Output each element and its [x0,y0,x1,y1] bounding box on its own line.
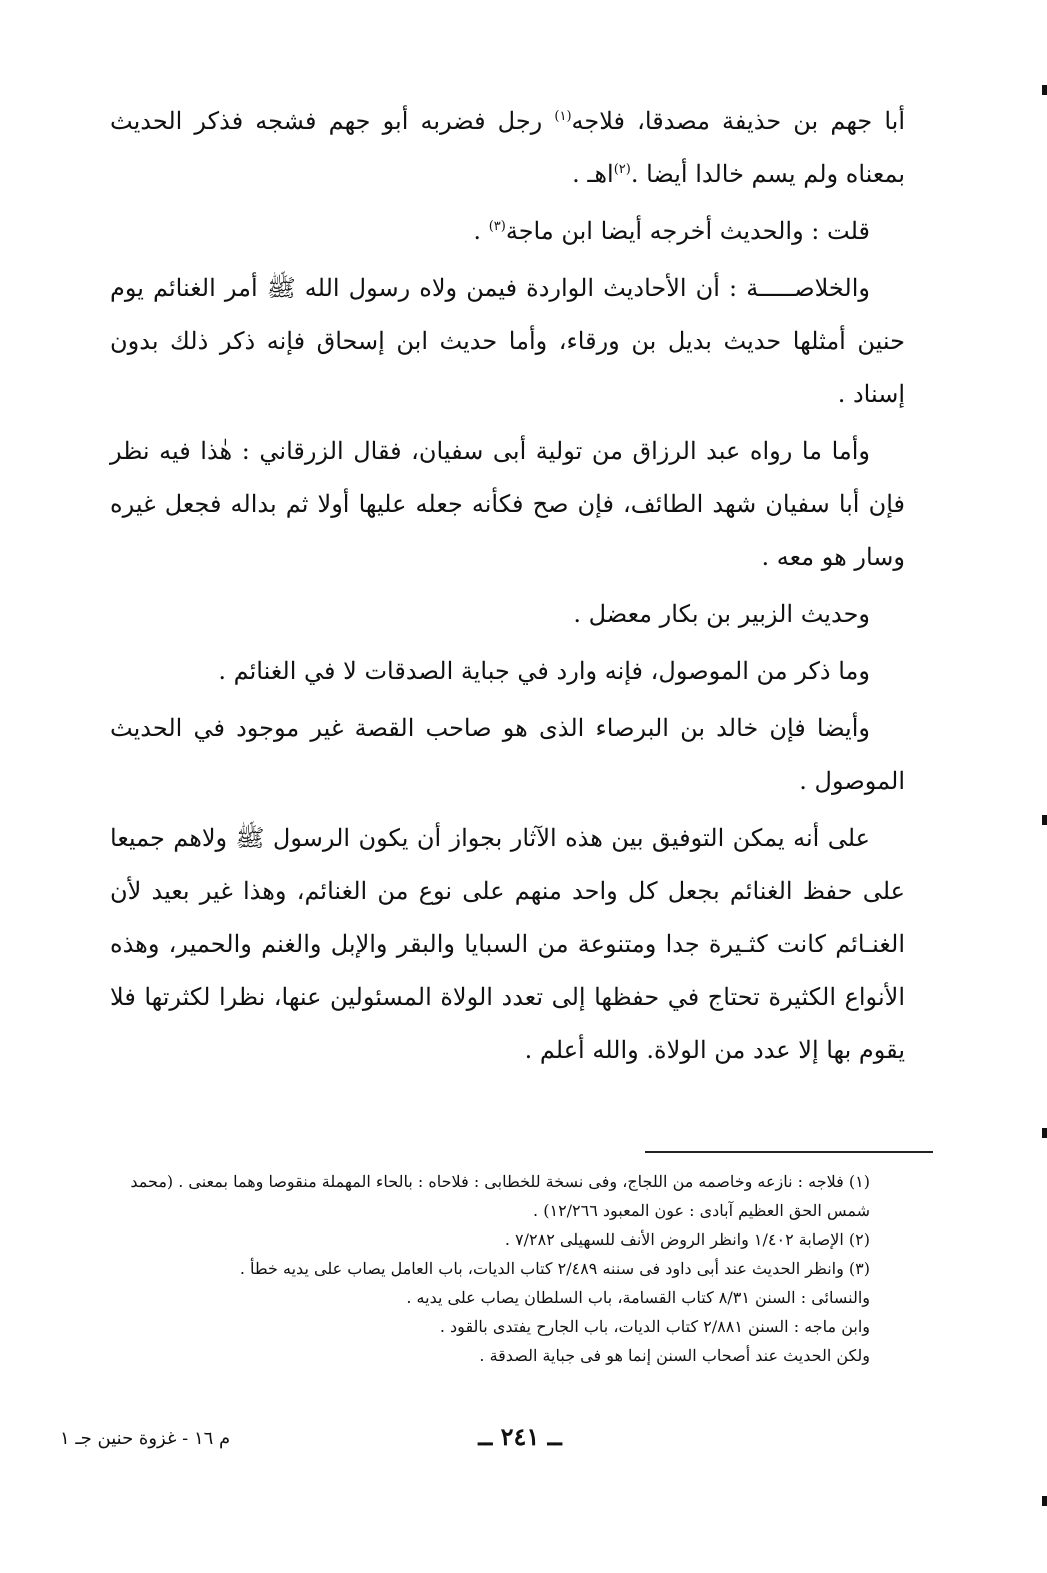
paragraph: وأما ما رواه عبد الرزاق من تولية أبى سفيان، فقال الزرقاني : هٰذا فيه نظر فإن أبا سفيان شهد الطائف، فإن صح فكأنه جعله عليها أولا ثم بداله فجعل غيره وسار هو معه . [110,437,905,571]
signature-mark: م ١٦ - غزوة حنين جـ ١ [60,1428,231,1449]
footnote: (٣) وانظر الحديث عند أبى داود فى سننه ٢/٤٨٩ كتاب الديات، باب العامل يصاب على يديه خطأ . [239,1259,870,1278]
scan-edge-mark [1042,1496,1047,1506]
footnote-separator [645,1151,933,1153]
footnote: (١) فلاجه : نازعه وخاصمه من اللجاج، وفى نسخة للخطابى : فلاحاه : بالحاء المهملة منقوصا وهما بمعنى . (محمد شمس الحق العظيم آبادى : عون المعبود ١٢/٢٦٦) . [130,1172,870,1220]
footnotes [110,1167,870,1370]
paragraph: على أنه يمكن التوفيق بين هذه الآثار بجواز أن يكون الرسول ﷺ ولاهم جميعا على حفظ الغنائم بجعل كل واحد منهم على نوع من الغنائم، وهذا غير بعيد لأن الغنـائم كانت كثـيرة جدا ومتنوعة من السبايا والبقر والإبل والغنم والحمير، وهذه الأنواع الكثيرة تحتاج في حفظها إلى تعدد الولاة المسئولين عنها، نظرا لكثرتها فلا يقوم بها إلا عدد من الولاة. والله أعلم . [110,824,905,1064]
footnote-ref[interactable]: (٢) [613,162,631,177]
footnote: والنسائى : السنن ٨/٣١ كتاب القسامة، باب السلطان يصاب على يديه . [406,1288,870,1307]
scan-edge-mark [1042,1128,1047,1138]
paragraph: قلت : والحديث أخرجه أيضا ابن ماجة$^{(٣)}$ . [473,217,870,245]
scan-edge-mark [1042,85,1047,95]
footnote-ref[interactable]: (٣) [488,219,506,234]
scan-edge-mark [1042,815,1047,825]
footnote: وابن ماجه : السنن ٢/٨٨١ كتاب الديات، باب الجارح يفتدى بالقود . [439,1317,870,1336]
paragraph: وحديث الزبير بن بكار معضل . [573,600,870,628]
paragraph: والخلاصـــــة : أن الأحاديث الواردة فيمن ولاه رسول الله ﷺ أمر الغنائم يوم حنين أمثلها حديث بديل بن ورقاء، وأما حديث ابن إسحاق فإنه ذكر ذلك بدون إسناد . [110,274,905,408]
main-text [110,95,905,1077]
paragraph: وما ذكر من الموصول، فإنه وارد في جباية الصدقات لا في الغنائم . [218,657,870,685]
footnote-ref[interactable]: (١) [554,109,572,124]
footnote: (٢) الإصابة ١/٤٠٢ وانظر الروض الأنف للسهيلى ٧/٢٨٢ . [504,1230,870,1249]
paragraph: وأيضا فإن خالد بن البرصاء الذى هو صاحب القصة غير موجود في الحديث الموصول . [110,714,905,795]
footnote: ولكن الحديث عند أصحاب السنن إنما هو فى جباية الصدقة . [479,1346,870,1365]
paragraph: أبا جهم بن حذيفة مصدقا، فلاجه$^{(١)}$ رجل فضربه أبو جهم فشجه فذكر الحديث بمعناه ولم يسم خالدا أيضا .$^{(٢)}$اهـ . [110,107,905,188]
page-number: ــ ٢٤١ ــ [478,1422,562,1451]
